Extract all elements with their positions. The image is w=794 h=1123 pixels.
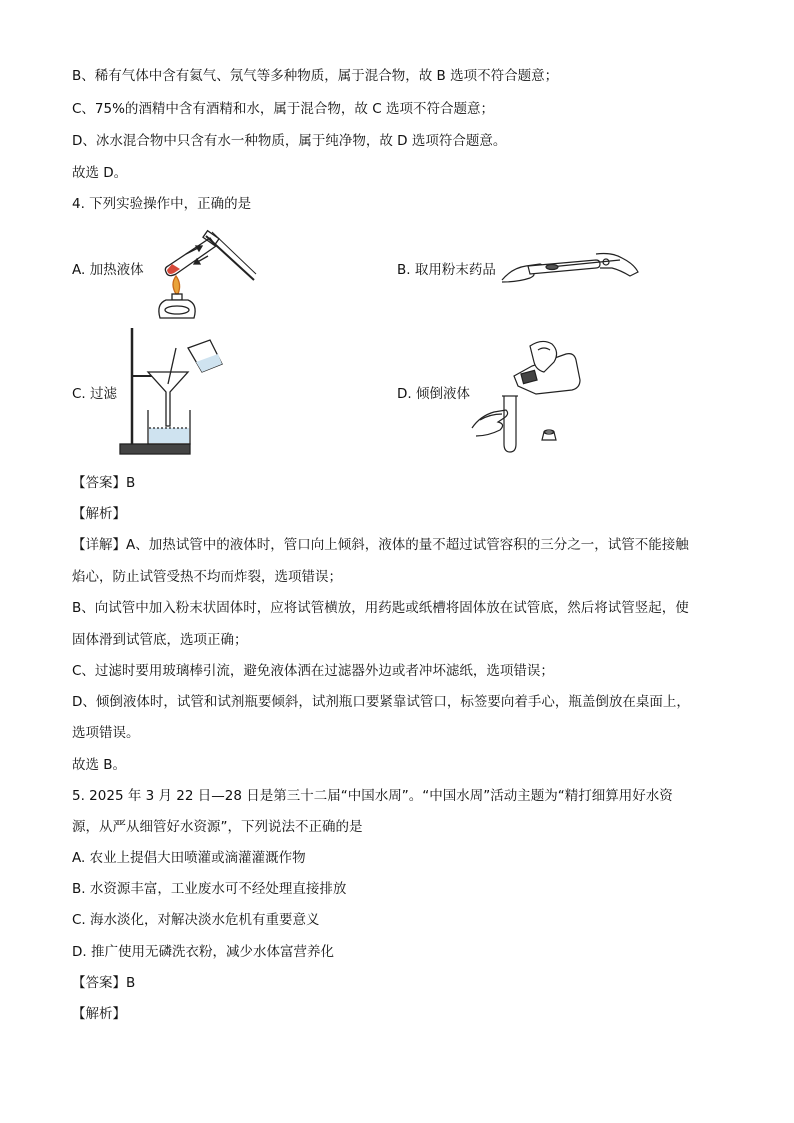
q4-answer: 【答案】B: [72, 475, 136, 491]
q5-answer: 【答案】B: [72, 975, 136, 991]
q5-option-b: B. 水资源丰富，工业废水可不经处理直接排放: [72, 881, 347, 897]
q3-conclusion: 故选 D。: [72, 165, 128, 181]
q3-explanation-c: C、75%的酒精中含有酒精和水，属于混合物，故 C 选项不符合题意；: [72, 101, 494, 117]
q5-analysis-header: 【解析】: [72, 1006, 126, 1022]
q4-option-d: D. 倾倒液体: [397, 386, 470, 402]
q4-conclusion: 故选 B。: [72, 757, 127, 773]
q4-detail-line-4: 固体滑到试管底，选项正确；: [72, 632, 248, 648]
q4-analysis-header: 【解析】: [72, 506, 126, 522]
q4-option-c: C. 过滤: [72, 386, 118, 402]
q5-stem-line-2: 源，从严从细管好水资源”，下列说法不正确的是: [72, 819, 363, 835]
q3-explanation-b: B、稀有气体中含有氦气、氖气等多种物质，属于混合物，故 B 选项不符合题意；: [72, 68, 559, 84]
q5-option-c: C. 海水淡化，对解决淡水危机有重要意义: [72, 912, 320, 928]
q4-detail-line-7: 选项错误。: [72, 725, 140, 741]
q5-option-d: D. 推广使用无磷洗衣粉，减少水体富营养化: [72, 944, 334, 960]
filtration-illustration: [118, 326, 228, 460]
q4-detail-line-1: 【详解】A、加热试管中的液体时，管口向上倾斜，液体的量不超过试管容积的三分之一，试管不能接触: [72, 537, 689, 553]
q5-stem-line-1: 5. 2025 年 3 月 22 日—28 日是第三十二届“中国水周”。“中国水周”活动主题为“精打细算用好水资: [72, 788, 673, 804]
q4-detail-line-6: D、倾倒液体时，试管和试剂瓶要倾斜，试剂瓶口要紧靠试管口，标签要向着手心，瓶盖倒放在桌面上，: [72, 694, 690, 710]
heating-liquid-illustration: [146, 224, 258, 320]
q3-explanation-d: D、冰水混合物中只含有水一种物质，属于纯净物，故 D 选项符合题意。: [72, 133, 507, 149]
q4-option-b: B. 取用粉末药品: [397, 262, 496, 278]
powder-taking-illustration: [500, 250, 640, 284]
pouring-liquid-illustration: [470, 336, 590, 458]
q4-option-a: A. 加热液体: [72, 262, 144, 278]
q4-stem: 4. 下列实验操作中，正确的是: [72, 196, 252, 212]
q4-detail-line-2: 焰心，防止试管受热不均而炸裂，选项错误；: [72, 569, 342, 585]
q4-detail-line-5: C、过滤时要用玻璃棒引流，避免液体洒在过滤器外边或者冲坏滤纸，选项错误；: [72, 663, 554, 679]
q4-detail-line-3: B、向试管中加入粉末状固体时，应将试管横放，用药匙或纸槽将固体放在试管底，然后将试管竖起，使: [72, 600, 689, 616]
q5-option-a: A. 农业上提倡大田喷灌或滴灌灌溉作物: [72, 850, 306, 866]
